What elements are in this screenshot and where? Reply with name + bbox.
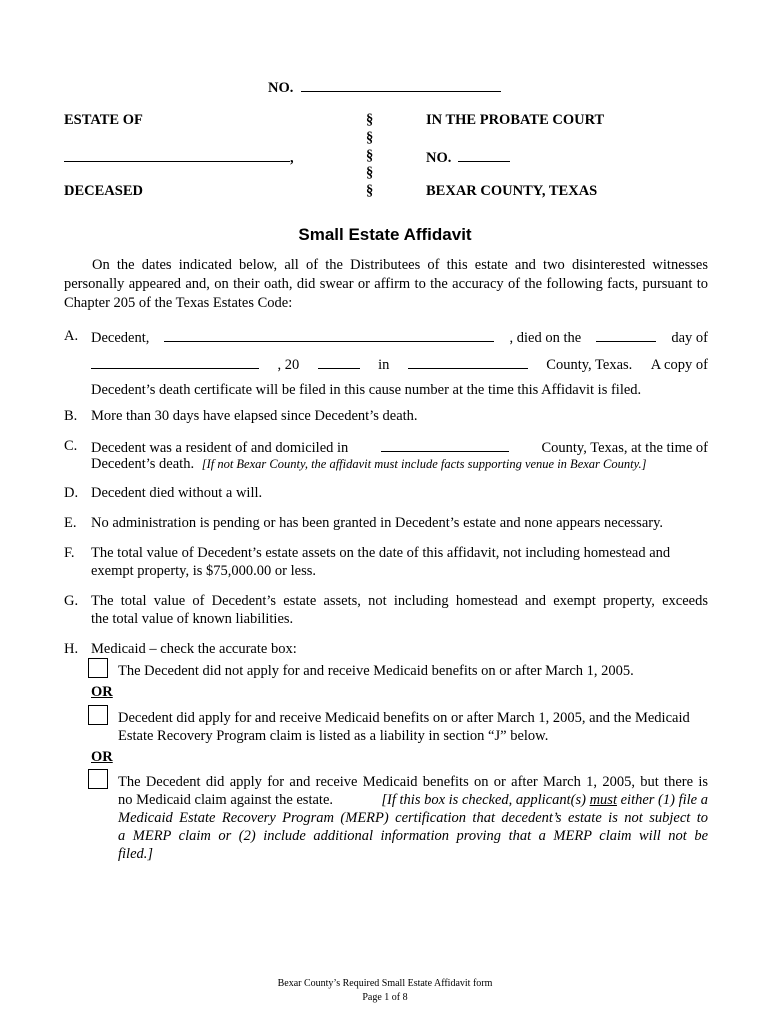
item-c-letter: C.: [64, 438, 78, 454]
item-h-text: Medicaid – check the accurate box:: [91, 641, 297, 657]
cause-number-field[interactable]: [301, 77, 501, 92]
court-number: NO.: [426, 147, 510, 167]
item-f-line2: exempt property, is $75,000.00 or less.: [91, 563, 316, 579]
item-d-text: Decedent died without a will.: [91, 485, 263, 501]
item-b-letter: B.: [64, 408, 78, 424]
item-h-letter: H.: [64, 641, 79, 657]
death-day-field[interactable]: [596, 327, 656, 342]
footer-page-number: Page 1 of 8: [362, 992, 408, 1003]
medicaid-option3-line1: The Decedent did apply for and receive Medicaid benefits on or after March 1, 2005, but there is: [118, 774, 708, 790]
cause-number: [268, 77, 501, 97]
court-number-field[interactable]: [458, 147, 510, 162]
medicaid-option1-checkbox[interactable]: [88, 658, 108, 678]
item-e-text: No administration is pending or has been granted in Decedent’s estate and none appears necessary.: [91, 515, 664, 531]
item-f-letter: F.: [64, 545, 75, 561]
item-a-line2: , 20 in County, Texas. A copy of: [91, 354, 708, 375]
or-label: OR: [91, 749, 113, 765]
deceased-label: DECEASED: [64, 183, 143, 199]
county-label: BEXAR COUNTY, TEXAS: [426, 183, 598, 199]
item-a-line1: Decedent, , died on the day of: [91, 327, 708, 348]
medicaid-option3-line2: no Medicaid claim against the estate. [If this box is checked, applicant(s) must either (1) file a: [118, 792, 708, 808]
medicaid-option2-line2: Estate Recovery Program claim is listed as a liability in section “J” below.: [118, 728, 549, 744]
item-e-letter: E.: [64, 515, 77, 531]
court-name: IN THE PROBATE COURT: [426, 112, 605, 128]
death-county-field[interactable]: [408, 354, 528, 369]
item-d-letter: D.: [64, 485, 79, 501]
section-symbol: §: [366, 112, 374, 128]
item-c-line2: Decedent’s death. [If not Bexar County, the affidavit must include facts supporting venue in Bexar County.]: [91, 456, 647, 472]
item-b-text: More than 30 days have elapsed since Decedent’s death.: [91, 408, 418, 424]
section-symbol: §: [366, 165, 374, 182]
venue-note: [If not Bexar County, the affidavit must include facts supporting venue in Bexar County.]: [201, 457, 647, 471]
must-emphasis: must: [589, 792, 617, 808]
residence-county-field[interactable]: [381, 437, 509, 452]
medicaid-option3-line5: filed.]: [118, 846, 154, 862]
medicaid-option3-line4: a MERP claim or (2) include additional information proving that a MERP claim will not be: [118, 828, 708, 844]
estate-name: ,: [64, 147, 294, 167]
medicaid-option3-line3: Medicaid Estate Recovery Program (MERP) certification that decedent’s estate is not subject to: [118, 810, 708, 826]
death-year-field[interactable]: [318, 354, 360, 369]
decedent-name-field[interactable]: [164, 327, 494, 342]
footer-form-name: Bexar County’s Required Small Estate Affidavit form: [277, 978, 493, 989]
medicaid-option2-line1: Decedent did apply for and receive Medicaid benefits on or after March 1, 2005, and the Medicaid: [118, 710, 690, 726]
item-f-line1: The total value of Decedent’s estate assets on the date of this affidavit, not including homestead and: [91, 545, 671, 561]
section-symbol: §: [366, 183, 374, 200]
item-g-letter: G.: [64, 593, 79, 609]
estate-of-label: ESTATE OF: [64, 112, 143, 128]
item-a-line3: Decedent’s death certificate will be filed in this cause number at the time this Affidavit is filed.: [91, 382, 642, 398]
item-g-line2: the total value of known liabilities.: [91, 611, 294, 627]
cause-number-label: NO.: [268, 80, 294, 96]
death-month-field[interactable]: [91, 354, 259, 369]
page-title: Small Estate Affidavit: [298, 225, 472, 244]
section-symbol: §: [366, 147, 374, 164]
medicaid-option2-checkbox[interactable]: [88, 705, 108, 725]
item-g-line1: The total value of Decedent’s estate assets, not including homestead and exempt property, exceeds: [91, 593, 708, 609]
section-symbols: [366, 112, 386, 201]
medicaid-option1-text: The Decedent did not apply for and receive Medicaid benefits on or after March 1, 2005.: [118, 663, 634, 679]
medicaid-option3-checkbox[interactable]: [88, 769, 108, 789]
section-symbol: §: [366, 129, 374, 146]
item-a-letter: A.: [64, 328, 79, 344]
intro-paragraph: On the dates indicated below, all of the Distributees of this estate and two disinterested witnesses personally appeared and, on their oath, did swear or affirm to the accuracy of the following facts, pursuant to Chapter 205 of the Texas Estates Code:: [64, 257, 708, 311]
or-label: OR: [91, 684, 113, 700]
estate-name-field[interactable]: [64, 147, 290, 162]
item-c-line1: Decedent was a resident of and domiciled in County, Texas, at the time of: [91, 437, 708, 458]
